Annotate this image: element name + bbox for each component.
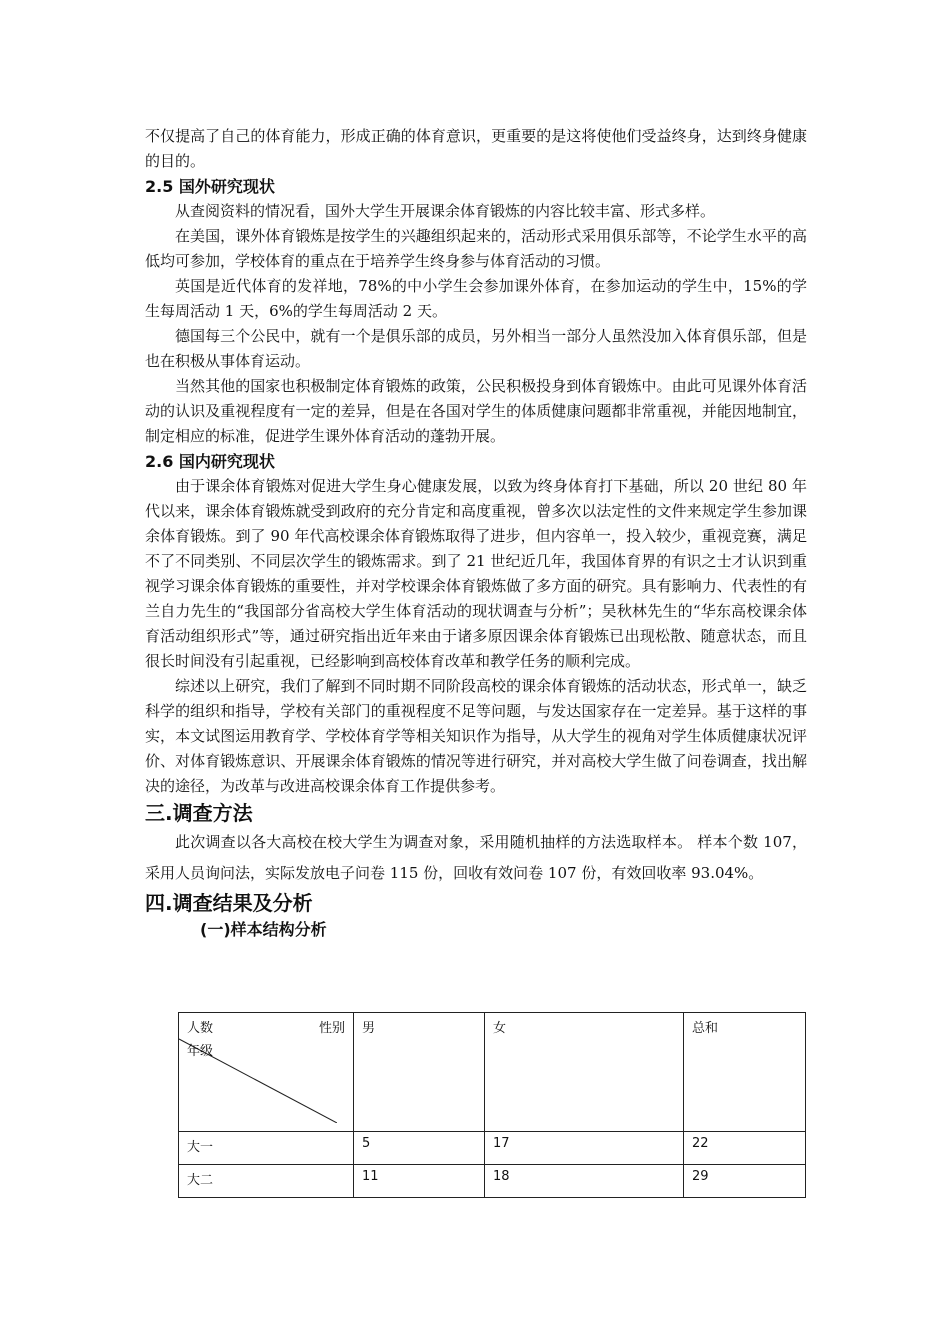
column-header: 女 <box>485 1013 684 1132</box>
paragraph: 综述以上研究，我们了解到不同时期不同阶段高校的课余体育锻炼的活动状态，形式单一，缺乏科学的组织和指导，学校有关部门的重视程度不足等问题，与发达国家存在一定差异。基于这样的事实，本文试图运用教育学、学校体育学等相关知识作为指导，从大学生的视角对学生体质健康状况评价、对体育锻炼意识、开展课余体育锻炼的情况等进行研究，并对高校大学生做了问卷调查，找出解决的途径，为改革与改进高校课余体育工作提供参考。 <box>145 677 807 795</box>
paragraph: 在美国，课外体育锻炼是按学生的兴趣组织起来的，活动形式采用俱乐部等，不论学生水平的高低均可参加，学校体育的重点在于培养学生终身参与体育活动的习惯。 <box>145 227 807 270</box>
corner-label-gender: 性别 <box>318 1021 345 1036</box>
table-cell: 18 <box>485 1165 684 1198</box>
corner-label-count: 人数 <box>187 1021 214 1036</box>
section-heading-3: 三.调查方法 <box>145 801 253 825</box>
table-corner-cell <box>179 1013 354 1132</box>
paragraph: 此次调查以各大高校在校大学生为调查对象，采用随机抽样的方法选取样本。 样本个数 107，采用人员询问法，实际发放电子问卷 115 份，回收有效问卷 107 份，有效回收率 93.04%。 <box>145 833 807 882</box>
table-cell: 5 <box>354 1132 485 1165</box>
paragraph: 英国是近代体育的发祥地，78%的中小学生会参加课外体育，在参加运动的学生中，15%的学生每周活动 1 天，6%的学生每周活动 2 天。 <box>145 277 807 320</box>
paragraph: 由于课余体育锻炼对促进大学生身心健康发展，以致为终身体育打下基础，所以 20 世纪 80 年代以来，课余体育锻炼就受到政府的充分肯定和高度重视，曾多次以法定性的文件来规定学生参加课余体育锻炼。到了 90 年代高校课余体育锻炼取得了进步，但内容单一，投入较少，重视竞赛，满足不了不同类别、不同层次学生的锻炼需求。到了 21 世纪近几年，我国体育界的有识之士才认识到重视学习课余体育锻炼的重要性，并对学校课余体育锻炼做了多方面的研究。具有影响力、代表性的有兰自力先生的“我国部分省高校大学生体育活动的现状调查与分析”；吴秋林先生的“华东高校课余体育活动组织形式”等，通过研究指出近年来由于诸多原因课余体育锻炼已出现松散、随意状态，而且很长时间没有引起重视，已经影响到高校体育改革和教学任务的顺利完成。 <box>145 477 807 670</box>
paragraph: 德国每三个公民中，就有一个是俱乐部的成员，另外相当一部分人虽然没加入体育俱乐部，但是也在积极从事体育运动。 <box>145 327 807 370</box>
section-heading-4: 四.调查结果及分析 <box>145 891 313 915</box>
paragraph: 当然其他的国家也积极制定体育锻炼的政策，公民积极投身到体育锻炼中。由此可见课外体育活动的认识及重视程度有一定的差异，但是在各国对学生的体质健康问题都非常重视，并能因地制宜，制定相应的标准，促进学生课外体育活动的蓬勃开展。 <box>145 377 807 445</box>
table-header-row <box>179 1013 806 1132</box>
column-header: 总和 <box>684 1013 806 1132</box>
corner-label-grade: 年级 <box>187 1044 214 1059</box>
subsection-heading: (一)样本结构分析 <box>200 920 327 939</box>
table-row <box>179 1132 806 1165</box>
column-header: 男 <box>354 1013 485 1132</box>
table-cell: 29 <box>684 1165 806 1198</box>
table-cell: 17 <box>485 1132 684 1165</box>
section-heading-2-6: 2.6 国内研究现状 <box>145 452 275 471</box>
paragraph: 不仅提高了自己的体育能力，形成正确的体育意识，更重要的是这将使他们受益终身，达到终身健康的目的。 <box>145 127 807 170</box>
row-label: 大二 <box>179 1165 354 1198</box>
document-body <box>145 124 807 943</box>
paragraph: 从查阅资料的情况看，国外大学生开展课余体育锻炼的内容比较丰富、形式多样。 <box>175 202 716 220</box>
table-row <box>179 1165 806 1198</box>
table-cell: 22 <box>684 1132 806 1165</box>
row-label: 大一 <box>179 1132 354 1165</box>
sample-structure-table <box>178 1012 806 1198</box>
section-heading-2-5: 2.5 国外研究现状 <box>145 177 275 196</box>
table-cell: 11 <box>354 1165 485 1198</box>
